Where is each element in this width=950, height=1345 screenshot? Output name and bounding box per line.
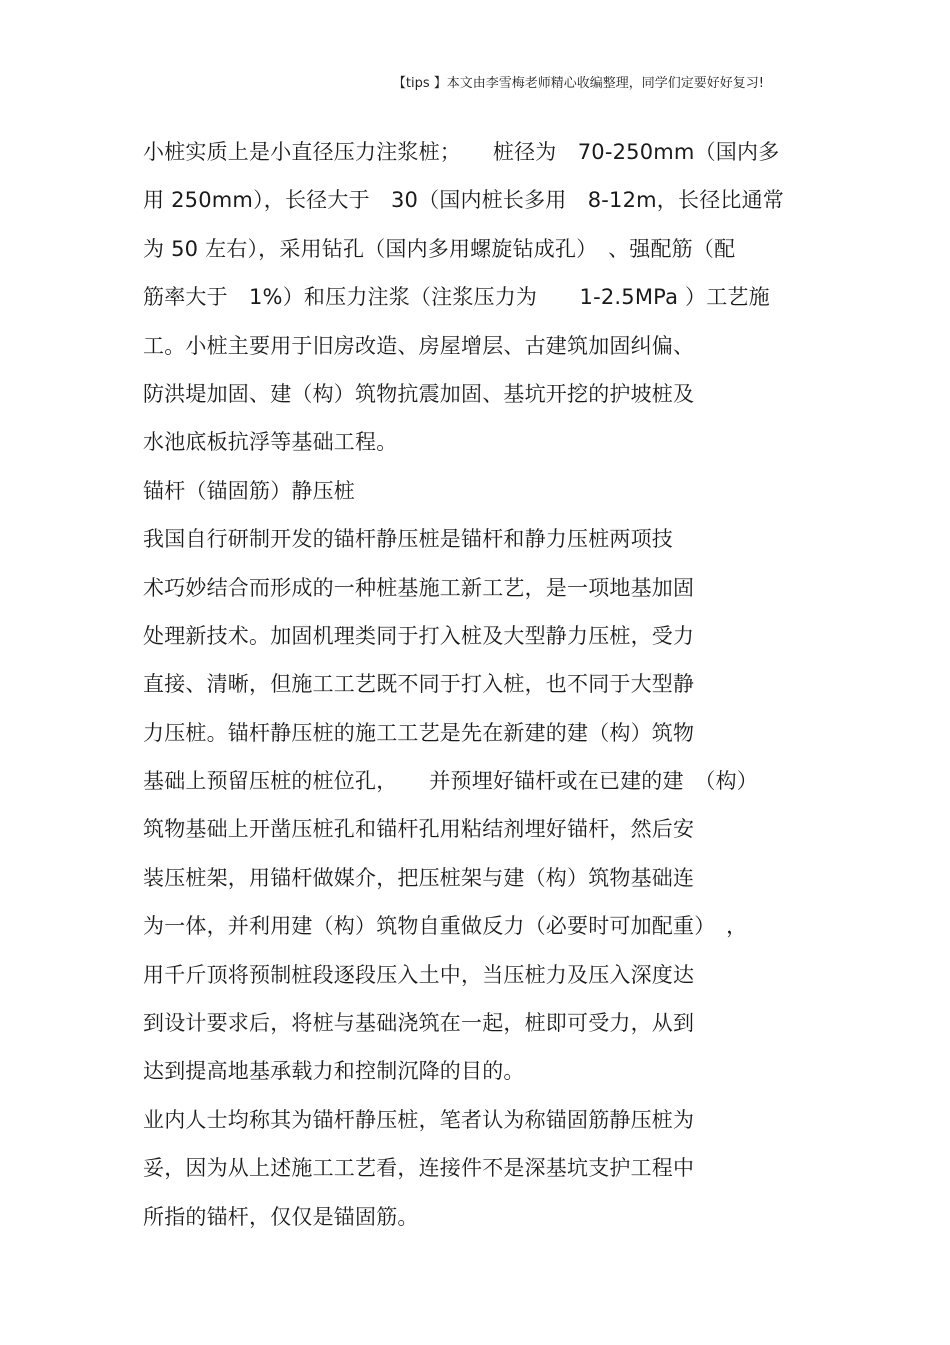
document-body: [143, 128, 808, 1241]
text-line: 用 250mm），长径大于 30（国内桩长多用 8-12m，长径比通常: [143, 188, 785, 213]
text-line: 业内人士均称其为锚杆静压桩，笔者认为称锚固筋静压桩为: [143, 1107, 695, 1132]
text-line: 我国自行研制开发的锚杆静压桩是锚杆和静力压桩两项技: [143, 527, 673, 552]
text-line: 达到提高地基承载力和控制沉降的目的。: [143, 1059, 525, 1084]
text-line: 筑物基础上开凿压桩孔和锚杆孔用粘结剂埋好锚杆，然后安: [143, 817, 695, 842]
text-line: 直接、清晰，但施工工艺既不同于打入桩，也不同于大型静: [143, 672, 695, 697]
text-line: 为一体，并利用建（构）筑物自重做反力（必要时可加配重） ，: [143, 914, 748, 939]
text-line: 小桩实质上是小直径压力注浆桩； 桩径为 70-250mm（国内多: [143, 140, 780, 164]
text-line: 处理新技术。加固机理类同于打入桩及大型静力压桩，受力: [143, 623, 695, 648]
text-line: 为 50 左右），采用钻孔（国内多用螺旋钻成孔） 、强配筋（配: [143, 236, 736, 261]
text-line: 力压桩。锚杆静压桩的施工工艺是先在新建的建（构）筑物: [143, 720, 695, 745]
text-line: 术巧妙结合而形成的一种桩基施工新工艺，是一项地基加固: [143, 575, 695, 600]
text-line: 防洪堤加固、建（构）筑物抗震加固、基坑开挖的护坡桩及: [143, 381, 695, 406]
text-line: 到设计要求后，将桩与基础浇筑在一起，桩即可受力，从到: [143, 1011, 695, 1036]
header-tips-note: 【tips 】本文由李雪梅老师精心收编整理，同学们定要好好复习!: [392, 76, 764, 91]
text-line: 用千斤顶将预制桩段逐段压入土中，当压桩力及压入深度达: [143, 962, 695, 987]
text-line: 筋率大于 1%）和压力注浆（注浆压力为 1-2.5MPa ）工艺施: [143, 285, 770, 310]
text-line: 妥，因为从上述施工工艺看，连接件不是深基坑支护工程中: [143, 1156, 695, 1181]
text-line: 工。小桩主要用于旧房改造、房屋增层、古建筑加固纠偏、: [143, 333, 695, 358]
text-line: 所指的锚杆，仅仅是锚固筋。: [143, 1204, 419, 1229]
section-heading: 锚杆（锚固筋）静压桩: [143, 478, 355, 503]
text-line: 水池底板抗浮等基础工程。: [143, 430, 398, 455]
text-line: 基础上预留压桩的桩位孔， 并预埋好锚杆或在已建的建 （构）: [143, 769, 758, 794]
text-line: 装压桩架，用锚杆做媒介，把压桩架与建（构）筑物基础连: [143, 865, 695, 890]
